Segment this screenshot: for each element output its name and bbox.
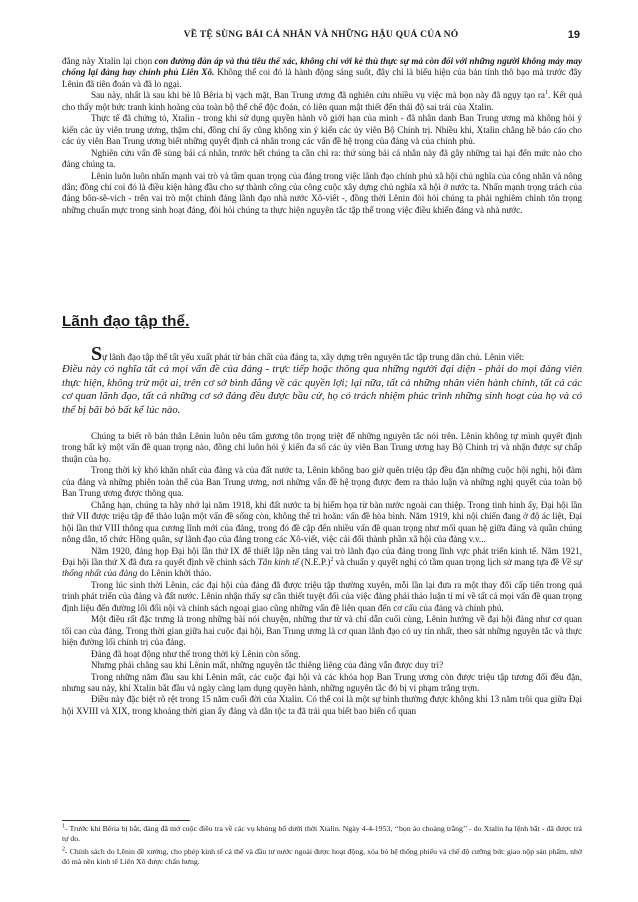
- page-number: 19: [567, 29, 580, 41]
- paragraph: Chúng ta biết rõ bản thân Lênin luôn nêu tấm gương tôn trọng triệt để những nguyên tắc nói trên. Lênin không tự mình quyết định trong bất kỳ một vấn đề quan trọng nào, đồng chí luôn hỏi ý kiến đa số các ủy viên Ban Trung ương hay Bộ Chính trị và nhận được sự chấp thuận của họ.: [62, 431, 582, 464]
- paragraph: Trong những năm đầu sau khi Lênin mất, các cuộc đại hội và các khóa họp Ban Trung ương còn được triệu tập tương đối đều đặn, nhưng sau này, khi Xtalin bắt đầu và ngày càng lạm dụng quyền hành, những nguyên tắc đó bị vi phạm trắng trợn.: [62, 671, 582, 693]
- footnote-text: - Chính sách do Lênin đề xướng, cho phép kinh tế cá thể và đầu tư nước ngoài được hoạt động, xóa bỏ hệ thống phiếu và chế độ cưỡng bức giao nộp sản phẩm, nhờ đó mà nền kinh tế Liên Xô được chấn hưng.: [62, 847, 582, 866]
- drop-cap: S: [91, 343, 103, 365]
- text-run: (N.E.P.): [298, 556, 331, 567]
- paragraph: Thực tế đã chứng tỏ, Xtalin - trong khi sử dụng quyền hành vô giới hạn của mình - đã nhân danh Ban Trung ương mà không hỏi ý kiến các ủy viên trung ương, thậm chí, đồng chí ấy cũng không xin ý kiến các ủy viên Bộ Chính trị. Nhiều khi, Xtalin chẳng hề báo cáo cho các ủy viên Ban Trung ương biết những quyết định cá nhân trong các vấn đề hệ trọng của đảng và của chính phủ.: [62, 113, 582, 147]
- text-run: . Kết quả cho thấy một bức tranh kinh hoàng của toàn bộ thể chế độc đoán, có liên quan mật thiết đến thái độ sai trái của Xtalin.: [62, 90, 582, 112]
- footnote-mark: 2: [62, 846, 65, 853]
- paragraph: Trong thời kỳ khó khăn nhất của đảng và của đất nước ta, Lênin không bao giờ quên triệu tập đều đặn những cuộc hội nghị, hội đàm của đảng và những phiên toàn thể của Ban Trung ương, nơi những vấn đề hệ trọng được đem ra thảo luận và những nghị quyết của toàn bộ Ban Trung ương được thông qua.: [62, 465, 582, 499]
- footnote-ref[interactable]: 1: [544, 90, 548, 97]
- footnote-ref[interactable]: 2: [330, 556, 334, 563]
- emphasis-text: con đường đàn áp và thủ tiêu thể xác, không chỉ với kẻ thù thực sự mà còn đối với những người không mảy may chống lại đảng hay chính phủ Liên Xô.: [62, 56, 582, 78]
- block-quote: Điều này có nghĩa tất cả mọi vấn đề của đảng - trực tiếp hoặc thông qua những người đại diện - phải do mọi đảng viên thực hiện, không trừ một ai, trên cơ sở bình đẳng về các quyền lợi; lại nữa, tất cả những nhân viên hành chính, tất cả các cơ quan lãnh đạo, tất cả những cơ sở đảng đều được bầu cử, họ có trách nhiệm phúc trình những sinh hoạt của họ và có thể bị bãi bỏ bất kể lúc nào.: [62, 364, 582, 416]
- text-run: đẳng này Xtalin lại chọn: [62, 56, 155, 66]
- paragraph: [62, 546, 582, 580]
- paragraph: [62, 90, 582, 113]
- text-run: ự lãnh đạo tập thể tất yếu xuất phát từ bản chất của đảng ta, xây dựng trên nguyên tắc tập trung dân chủ. Lênin viết:: [102, 352, 525, 362]
- footnote: [62, 824, 582, 843]
- text-run: Sau này, nhất là sau khi bè lũ Bêria bị vạch mặt, Ban Trung ương đã nghiên cứu nhiều vụ việc mà bọn này đã ngụy tạo ra: [91, 90, 545, 101]
- body-text-bottom: [62, 431, 582, 717]
- paragraph: Nhưng phải chăng sau khi Lênin mất, những nguyên tắc thiêng liêng của đảng vẫn được duy trì?: [91, 660, 444, 671]
- paragraph: Chẳng hạn, chúng ta hãy nhớ lại năm 1918, khi đất nước ta bị hiểm họa từ bàn nước ngoài can thiệp. Trong tình hình ấy, Đại hội lần thứ VII được triệu tập để thảo luận một vấn đề sống còn, không thể trì hoãn: vấn đề hòa bình. Năm 1919, khi nội chiến đang ở độ ác liệt, Đại hội lần thứ VIII thông qua cương lĩnh mới của đảng, trong đó đề cập đến nhiều vấn đề quan trọng như mối quan hệ giữa đảng và quần chúng nông dân, tổ chức Hồng quân, sự lãnh đạo của đảng trong các Xô-viết, việc cải đổi thành phần xã hội của đảng v.v...: [62, 499, 582, 545]
- text-run: Không thể coi đó là hành động sáng suốt, đây chỉ là biểu hiện của bản tính thô bạo mà trước đây Lênin đã tiên đoán và đã lo ngại.: [62, 67, 582, 89]
- footnote-mark: 1: [62, 823, 65, 830]
- section-heading: Lãnh đạo tập thể.: [62, 313, 190, 330]
- text-run: Năm 1920, đảng họp Đại hội lần thứ IX để thiết lập nền tảng vai trò lãnh đạo của đảng trong lĩnh vực phát triển kinh tế. Năm 1921, Đại hội lần thứ X đã đưa ra quyết định về chính sách: [62, 545, 582, 567]
- text-run: do Lênin khởi thảo.: [137, 568, 212, 579]
- footnote: [62, 847, 582, 866]
- running-header: [62, 29, 580, 43]
- emphasis-text: Tân kinh tế: [257, 556, 299, 567]
- paragraph: Lênin luôn luôn nhấn mạnh vai trò và tầm quan trọng của đảng trong việc lãnh đạo chính phủ xã hội chủ nghĩa của công nhân và nông dân; đồng chí coi đó là điều kiện hàng đầu cho sự thành công của công cuộc xây dựng chủ nghĩa xã hội ở nước ta. Nhấn mạnh trọng trách của đảng bôn-sê-vich - trên vai trò một chính đảng lãnh đạo nhà nước Xô-viết -, đồng thời Lênin đòi hỏi chúng ta phải nghiêm chỉnh tôn trọng những chuẩn mực trong sinh hoạt đảng, đòi hỏi chúng ta thực hiện nguyên tắc tập thể trong việc điều khiển đảng và nhà nước.: [62, 170, 582, 215]
- paragraph: Trong lúc sinh thời Lênin, các đại hội của đảng đã được triệu tập thường xuyên, mỗi lần lại đưa ra một thay đổi cấp tiến trong quá trình phát triển của đảng và đất nước. Lênin nhận thấy sự cần thiết tuyệt đối của việc đảng phải thảo luận tỉ mỉ về tất cả mọi vấn đề quan trọng định liệu đến đường lối đối nội và chính sách ngoại giao cũng những vấn đề liên quan đến cơ cấu của đảng và chính phủ.: [62, 579, 582, 613]
- paragraph: Điều này đặc biệt rõ rệt trong 15 năm cuối đời của Xtalin. Có thể coi là một sự bình thường được không khi 13 năm trôi qua giữa Đại hội XVIII và XIX, trong khoảng thời gian ấy đảng và dân tộc ta đã trải qua biết bao biến cố quan: [62, 694, 582, 716]
- paragraph: [62, 343, 582, 365]
- footnote-divider: [62, 820, 190, 821]
- emphasis-text: Về sự thống nhất của đảng: [62, 556, 583, 579]
- paragraph: [62, 56, 582, 90]
- footnote-text: - Trước khi Bêria bị bắt, đảng đã mở cuộc điều tra về các vụ khủng bố dưới thời Xtalin. Ngày 4-4-1953, ‘‘bọn áo choàng trắng’’ - do Xtalin hạ lệnh bắt - đã được trả tự do.: [62, 824, 582, 843]
- paragraph: Nghiên cứu vấn đề sùng bái cá nhân, trước hết chúng ta cần chỉ ra: thứ sùng bái cá nhân này đã gây những tai hại đến mức nào cho đảng chúng ta.: [62, 147, 582, 170]
- paragraph: Đảng đã hoạt động như thế trong thời kỳ Lênin còn sống.: [91, 648, 301, 659]
- body-text-middle: [62, 343, 582, 417]
- text-run: và chuẩn y quyết nghị có tầm quan trọng lịch sử mang tựa đề: [333, 556, 562, 567]
- header-title: VỀ TỆ SÙNG BÁI CÁ NHÂN VÀ NHỮNG HẬU QUẢ CỦA NÓ: [183, 29, 459, 40]
- body-text-top: [62, 56, 582, 216]
- paragraph: Một điều rất đặc trưng là trong những bài nói chuyện, những thư từ và chỉ dẫn cuối cùng, Lênin hướng về đại hội đảng như cơ quan tối cao của đảng. Trong thời gian giữa hai cuộc đại hội, Ban Trung ương là cơ quan lãnh đạo có uy tín nhất, theo sát những nguyên tắc và thực hiện đường lối chính trị của đảng.: [62, 614, 582, 648]
